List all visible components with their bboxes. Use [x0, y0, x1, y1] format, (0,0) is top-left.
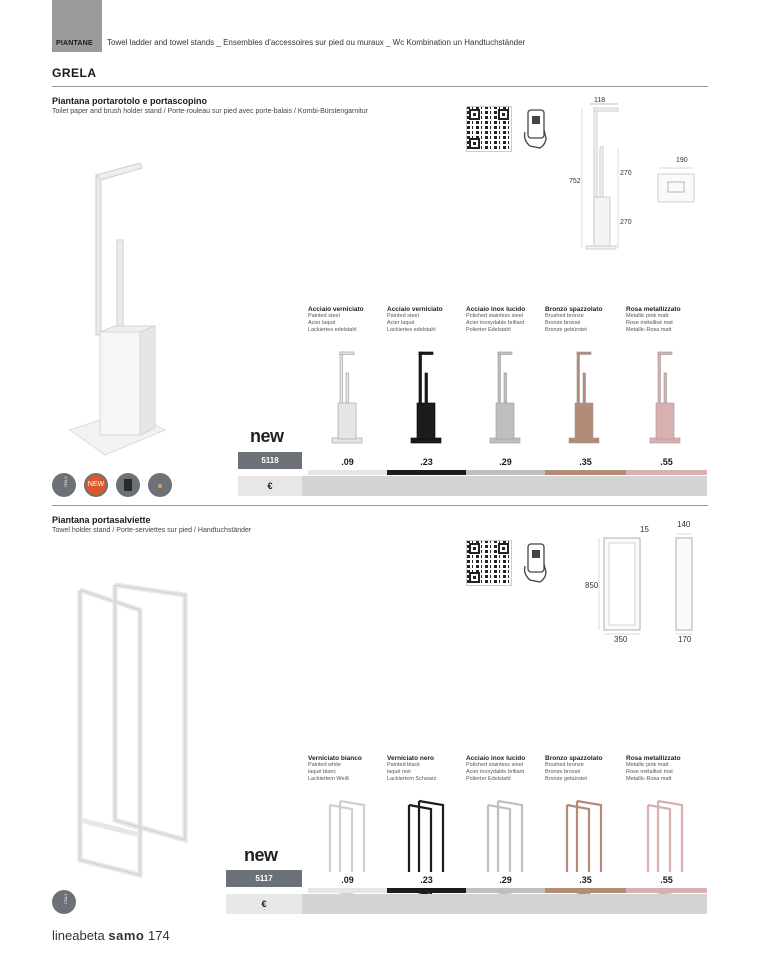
finish-code-suffix: .23 — [387, 872, 466, 888]
finish-translation: Lackiertes edelstahl — [387, 327, 436, 333]
finish-translation: laqué blanc — [308, 769, 337, 775]
finish-name: Bronzo spazzolato — [545, 306, 603, 313]
product1-title: Piantana portarotolo e portascopino — [52, 96, 208, 106]
finish-translation: laqué noir — [387, 769, 412, 775]
finish-translation: Polished stainless steel — [466, 313, 524, 319]
finish-name: Acciaio verniciato — [308, 306, 364, 313]
finish-code-suffix: .55 — [626, 872, 707, 888]
family-name: GRELA — [52, 66, 97, 80]
finish-translation: Metallic-Rosa matt — [626, 327, 672, 333]
finish-translation: Rose métallisé mat — [626, 320, 673, 326]
brand-bold: samo — [108, 928, 145, 943]
finish-translation: Painted steel — [387, 313, 419, 319]
dim-depth-top: 15 — [640, 525, 649, 534]
finish-translation: Acier laqué — [387, 320, 415, 326]
finish-column — [466, 755, 525, 783]
finish-translation: Brushed bronze — [545, 313, 584, 319]
finish-name: Rosa metallizzato — [626, 755, 681, 762]
italy-badge: ITALY — [52, 890, 76, 914]
finish-translation: Polierter Edelstahl — [466, 776, 511, 782]
dim-height: 752 — [569, 178, 581, 185]
price-row — [302, 894, 707, 914]
price-row — [302, 476, 707, 496]
brush-icon — [148, 473, 172, 497]
finish-name: Acciaio inox lucido — [466, 755, 526, 762]
finish-color-swatch — [387, 888, 466, 893]
product-code: 5117 — [226, 870, 302, 887]
finish-code-suffix: .09 — [308, 872, 387, 888]
finish-translation: Painted white — [308, 762, 342, 768]
new-label: new — [250, 426, 284, 446]
divider — [52, 505, 708, 506]
finish-column — [626, 306, 681, 334]
finish-column — [387, 755, 437, 783]
finish-translation: Lackiertem Weiß — [308, 776, 350, 782]
finish-code-suffix: .09 — [308, 454, 387, 470]
finish-column — [308, 755, 362, 783]
product2-title: Piantana portasalviette — [52, 515, 151, 525]
brand-light: lineabeta — [52, 928, 105, 943]
new-label: new — [244, 845, 278, 865]
product1-image — [60, 160, 170, 460]
dim-side-base: 170 — [678, 635, 692, 644]
finish-name: Rosa metallizzato — [626, 306, 681, 313]
finish-code-suffix: .29 — [466, 872, 545, 888]
dim-width: 350 — [614, 635, 628, 644]
product2-dimension-drawing — [596, 530, 706, 645]
finish-column — [387, 306, 443, 334]
finish-product-image — [559, 348, 609, 448]
finish-translation: Polished stainless steel — [466, 762, 524, 768]
dim-lower: 270 — [620, 219, 632, 226]
product1-dimension-drawing — [560, 92, 720, 252]
product2-subtitle: Towel holder stand / Porte-serviettes sur pied / Handtuchständer — [52, 527, 252, 534]
finish-translation: Bronze gebürstet — [545, 327, 587, 333]
qr-code — [466, 540, 512, 586]
section-description: Towel ladder and towel stands _ Ensembles d'accessoires sur pied ou muraux _ Wc Kombination un Handtuchständer — [107, 38, 526, 47]
price-currency: € — [238, 476, 302, 496]
finish-column — [545, 306, 602, 334]
finish-translation: Metallic-Rosa matt — [626, 776, 672, 782]
finish-column — [466, 306, 525, 334]
dim-top-width: 118 — [594, 97, 606, 104]
dim-width-side: 140 — [677, 520, 691, 529]
finish-product-image — [640, 348, 690, 448]
finish-color-swatch — [466, 888, 545, 893]
dim-arm: 270 — [620, 170, 632, 177]
dim-height: 850 — [585, 581, 599, 590]
finish-name: Acciaio inox lucido — [466, 306, 526, 313]
finish-code-suffix: .23 — [387, 454, 466, 470]
finish-translation: Lackiertes edelstahl — [308, 327, 357, 333]
divider — [52, 86, 708, 87]
finish-translation: Bronze gebürstet — [545, 776, 587, 782]
finish-color-swatch — [626, 470, 707, 475]
footer-brand — [52, 928, 170, 943]
finish-code-suffix: .55 — [626, 454, 707, 470]
price-currency: € — [226, 894, 302, 914]
finish-code-suffix: .35 — [545, 454, 626, 470]
finish-color-swatch — [308, 888, 387, 893]
finish-name: Verniciato bianco — [308, 755, 362, 762]
product1-subtitle: Toilet paper and brush holder stand / Porte-rouleau sur pied avec porte-balais / Kombi-Bürstengarnitur — [52, 108, 368, 115]
finish-translation: Painted black — [387, 762, 421, 768]
finish-color-swatch — [626, 888, 707, 893]
finish-name: Acciaio verniciato — [387, 306, 443, 313]
phone-scan-icon — [522, 542, 552, 584]
finish-translation: Painted steel — [308, 313, 340, 319]
bin-icon — [116, 473, 140, 497]
section-tag — [52, 0, 102, 52]
finish-code-suffix: .35 — [545, 872, 626, 888]
finish-translation: Acier laqué — [308, 320, 336, 326]
finish-translation: Metallic pink matt — [626, 762, 669, 768]
finish-translation: Bronze brossé — [545, 769, 581, 775]
finish-color-swatch — [466, 470, 545, 475]
finish-name: Verniciato nero — [387, 755, 434, 762]
section-tag-label: PIANTANE — [56, 40, 93, 47]
finish-color-swatch — [308, 470, 387, 475]
qr-code — [466, 106, 512, 152]
finish-translation: Lackiertem Schwarz — [387, 776, 437, 782]
dim-depth: 190 — [676, 157, 688, 164]
finish-translation: Acier inoxydable brillant — [466, 769, 525, 775]
page-number: 174 — [148, 928, 170, 943]
finish-translation: Brushed bronze — [545, 762, 584, 768]
finish-color-swatch — [545, 888, 626, 893]
finish-translation: Acier inoxydable brillant — [466, 320, 525, 326]
new-badge: NEW — [84, 473, 108, 497]
finish-code-suffix: .29 — [466, 454, 545, 470]
finish-translation: Rose métallisé mat — [626, 769, 673, 775]
finish-product-image — [480, 348, 530, 448]
finish-product-image — [322, 348, 372, 448]
finish-translation: Bronze brossé — [545, 320, 581, 326]
product2-image — [60, 580, 200, 880]
product-code: 5118 — [238, 452, 302, 469]
finish-product-image — [401, 348, 451, 448]
finish-name: Bronzo spazzolato — [545, 755, 603, 762]
finish-color-swatch — [545, 470, 626, 475]
phone-scan-icon — [522, 108, 552, 150]
finish-color-swatch — [387, 470, 466, 475]
finish-column — [308, 306, 364, 334]
italy-badge: ITALY — [52, 473, 76, 497]
finish-column — [545, 755, 602, 783]
finish-translation: Metallic pink matt — [626, 313, 669, 319]
finish-translation: Polierter Edelstahl — [466, 327, 511, 333]
finish-column — [626, 755, 681, 783]
